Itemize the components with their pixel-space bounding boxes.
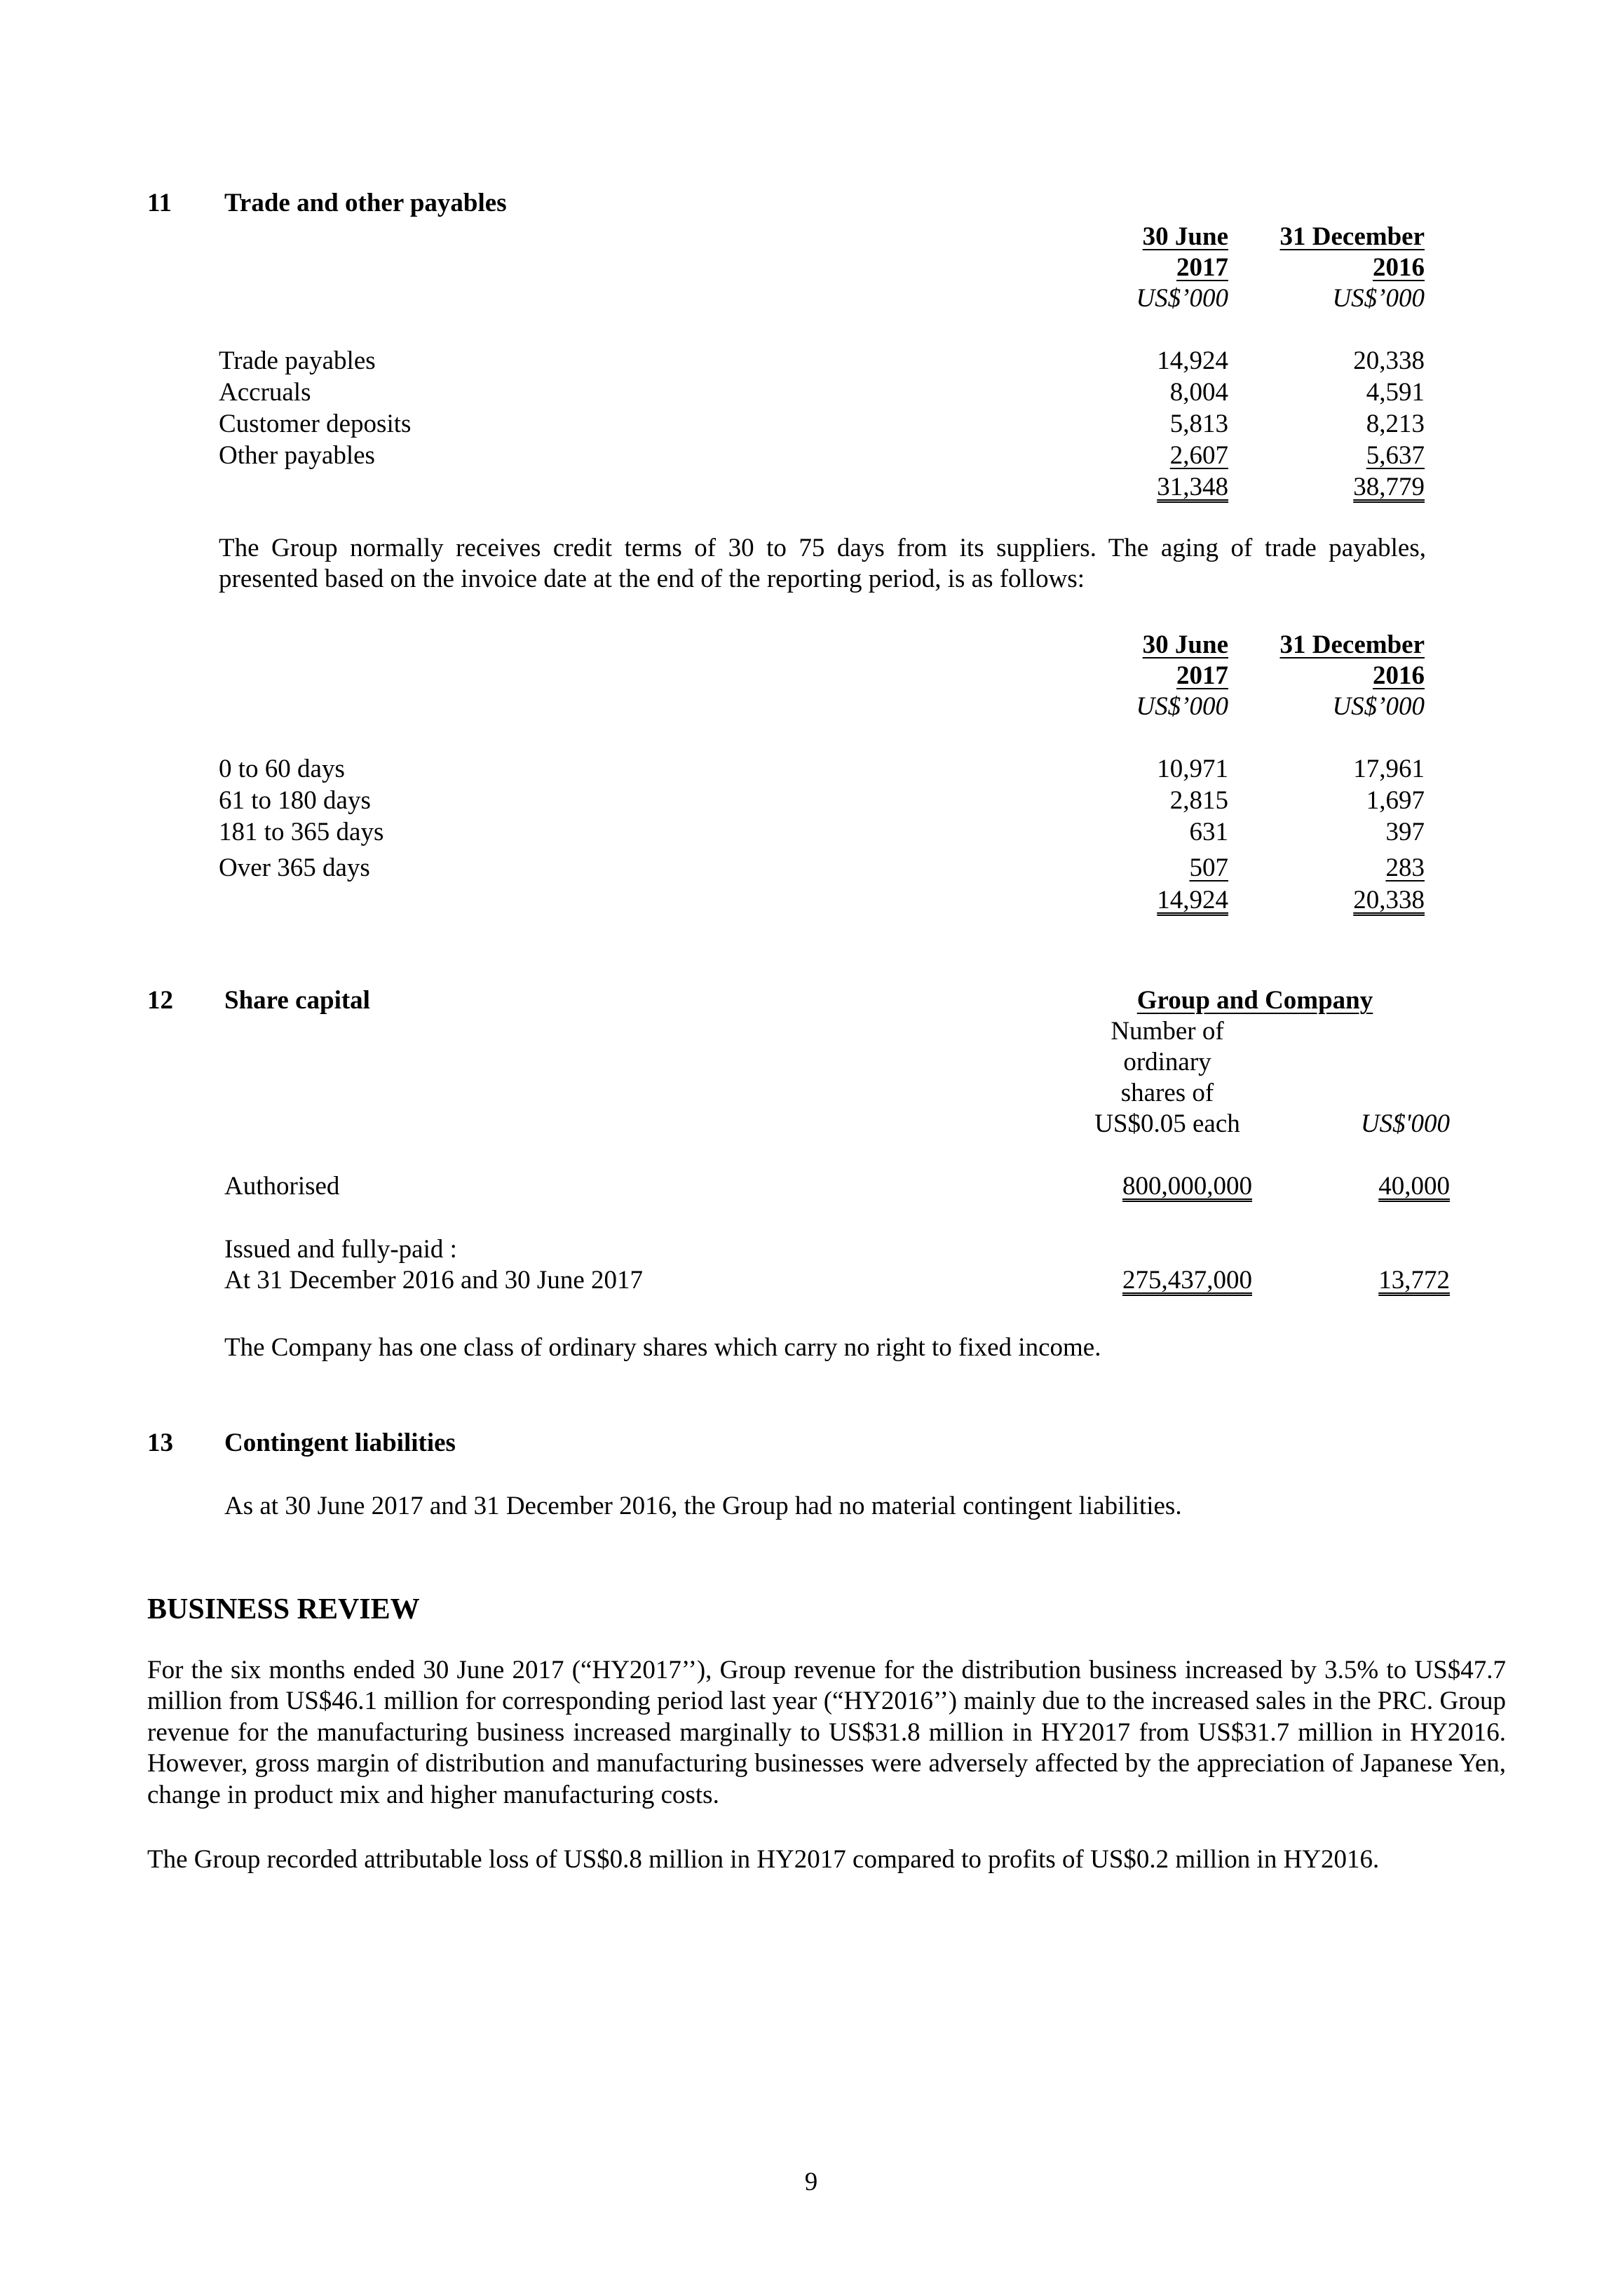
aging-col2-head-line2: 2016 xyxy=(1373,661,1425,690)
business-review-title: BUSINESS REVIEW xyxy=(147,1593,420,1626)
aging-row-value: 10,971 xyxy=(1157,755,1228,783)
issued-label: Issued and fully-paid : xyxy=(224,1235,457,1264)
issued-shares: 275,437,000 xyxy=(1122,1266,1252,1295)
aging-row-label: 181 to 365 days xyxy=(219,818,384,846)
aging-col1-head-line1: 30 June xyxy=(1142,630,1228,659)
total-value: 38,779 xyxy=(1353,473,1425,501)
aging-row-value: 283 xyxy=(1385,853,1425,882)
aging-total-value: 14,924 xyxy=(1157,886,1228,914)
aging-row-value: 1,697 xyxy=(1366,786,1425,815)
page-number: 9 xyxy=(804,2168,818,2196)
row-label-accruals: Accruals xyxy=(219,378,311,407)
col1-head-line2: 2017 xyxy=(1176,253,1228,282)
group-and-company-heading: Group and Company xyxy=(1136,986,1373,1015)
note-13-paragraph: As at 30 June 2017 and 31 December 2016, the Group had no material contingent liabilities. xyxy=(224,1492,1182,1520)
col2-head-line1: 31 December xyxy=(1279,222,1425,251)
row-value: 5,813 xyxy=(1169,410,1228,438)
row-value: 4,591 xyxy=(1366,378,1425,407)
aging-row-value: 17,961 xyxy=(1353,755,1425,783)
total-value: 31,348 xyxy=(1157,473,1228,501)
authorised-label: Authorised xyxy=(224,1172,340,1201)
note-13-number: 13 xyxy=(147,1429,173,1457)
issued-row-label: At 31 December 2016 and 30 June 2017 xyxy=(224,1266,644,1295)
col2-head-line2: 2016 xyxy=(1373,253,1425,282)
note-11-paragraph: The Group normally receives credit terms of 30 to 75 days from its suppliers. The aging of trade payables, presented based on the invoice date at the end of the reporting period, is as follows: xyxy=(219,534,1426,594)
note-12-number: 12 xyxy=(147,986,173,1015)
row-label-trade-payables: Trade payables xyxy=(219,346,376,375)
aging-row-value: 2,815 xyxy=(1169,786,1228,815)
shares-head-line2: ordinary xyxy=(1123,1048,1211,1076)
note-11-title: Trade and other payables xyxy=(224,189,507,217)
row-value: 14,924 xyxy=(1157,346,1228,375)
row-value: 2,607 xyxy=(1169,441,1228,470)
note-13-title: Contingent liabilities xyxy=(224,1429,456,1457)
aging-row-label: Over 365 days xyxy=(219,853,370,882)
shares-head-line3: shares of xyxy=(1120,1079,1214,1107)
aging-col1-head-line2: 2017 xyxy=(1176,661,1228,690)
aging-row-value: 631 xyxy=(1189,818,1228,846)
row-label-customer-deposits: Customer deposits xyxy=(219,410,412,438)
note-12-title: Share capital xyxy=(224,986,370,1015)
authorised-shares: 800,000,000 xyxy=(1122,1172,1252,1201)
row-value: 5,637 xyxy=(1366,441,1425,470)
business-review-paragraph-2: The Group recorded attributable loss of US$0.8 million in HY2017 compared to profits of US$0.2 million in HY2016. xyxy=(147,1845,1380,1874)
issued-amount: 13,772 xyxy=(1378,1266,1450,1295)
row-value: 20,338 xyxy=(1353,346,1425,375)
row-value: 8,213 xyxy=(1366,410,1425,438)
col1-head-line1: 30 June xyxy=(1142,222,1228,251)
note-11-number: 11 xyxy=(147,189,172,217)
col1-head-unit: US$’000 xyxy=(1136,284,1228,313)
aging-col1-head-unit: US$’000 xyxy=(1136,692,1228,721)
col2-head-unit: US$’000 xyxy=(1332,284,1425,313)
aging-total-value: 20,338 xyxy=(1353,886,1425,914)
aging-col2-head-line1: 31 December xyxy=(1279,630,1425,659)
shares-head-line4: US$0.05 each xyxy=(1094,1109,1240,1138)
aging-row-label: 0 to 60 days xyxy=(219,755,345,783)
note-12-paragraph: The Company has one class of ordinary shares which carry no right to fixed income. xyxy=(224,1333,1101,1362)
aging-row-label: 61 to 180 days xyxy=(219,786,371,815)
aging-row-value: 397 xyxy=(1385,818,1425,846)
aging-col2-head-unit: US$’000 xyxy=(1332,692,1425,721)
share-capital-unit-head: US$'000 xyxy=(1360,1109,1450,1138)
shares-head-line1: Number of xyxy=(1111,1017,1224,1046)
row-label-other-payables: Other payables xyxy=(219,441,375,470)
authorised-amount: 40,000 xyxy=(1378,1172,1450,1201)
business-review-paragraph-1: For the six months ended 30 June 2017 (“HY2017’’), Group revenue for the distribution business increased by 3.5% to US$47.7 million from US$46.1 million for corresponding period last year (“HY2016’’) mainly due to the increased sales in the PRC. Group revenue for the manufacturing business increased marginally to US$31.8 million in HY2017 from US$31.7 million in HY2016. However, gross margin of distribution and manufacturing businesses were adversely affected by the appreciation of Japanese Yen, change in product mix and higher manufacturing costs. xyxy=(147,1656,1506,1809)
aging-row-value: 507 xyxy=(1189,853,1228,882)
row-value: 8,004 xyxy=(1169,378,1228,407)
